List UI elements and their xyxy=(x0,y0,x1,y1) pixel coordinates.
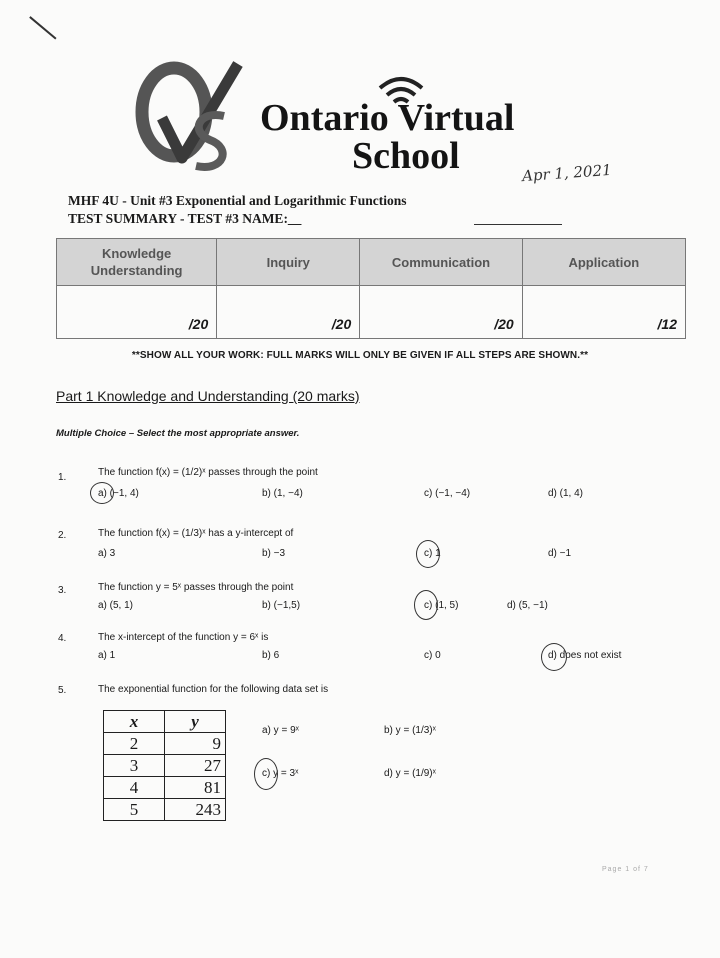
question-text: The exponential function for the following data set is xyxy=(98,684,329,695)
score-knowledge: /20 xyxy=(57,286,217,339)
option-c: c) 0 xyxy=(424,650,441,661)
option-a: a) 3 xyxy=(98,548,116,559)
test-summary-name: TEST SUMMARY - TEST #3 NAME:__ xyxy=(68,211,302,226)
question-text: The x-intercept of the function y = 6ˣ is xyxy=(98,632,269,643)
score-communication: /20 xyxy=(360,286,522,339)
question-number: 3. xyxy=(58,585,67,596)
answer-circle xyxy=(90,482,114,504)
option-d: d) does not exist xyxy=(548,650,622,661)
score-application: /12 xyxy=(522,286,685,339)
option-a: a) (5, 1) xyxy=(98,600,134,611)
option-a: a) y = 9ˣ xyxy=(262,725,299,736)
mc-instruction: Multiple Choice – Select the most appropriate answer. xyxy=(56,428,300,439)
question-number: 2. xyxy=(58,530,67,541)
cell-y: 243 xyxy=(165,799,226,821)
question-number: 4. xyxy=(58,633,67,644)
option-b: b) 6 xyxy=(262,650,280,661)
cell-x: 2 xyxy=(104,733,165,755)
part1-heading: Part 1 Knowledge and Understanding (20 marks) xyxy=(56,388,360,404)
cell-x: 4 xyxy=(104,777,165,799)
test-summary-table xyxy=(56,238,686,339)
option-c: c) (−1, −4) xyxy=(424,488,471,499)
option-a: a) 1 xyxy=(98,650,116,661)
answer-circle xyxy=(254,758,278,790)
cell-y: 81 xyxy=(165,777,226,799)
option-b: b) (−1,5) xyxy=(262,600,301,611)
header-communication: Communication xyxy=(360,239,522,286)
option-d: d) y = (1/9)ˣ xyxy=(384,768,436,779)
answer-circle xyxy=(416,540,440,568)
option-d: d) (1, 4) xyxy=(548,488,584,499)
handwritten-date: Apr 1, 2021 xyxy=(521,160,613,186)
option-d: d) (5, −1) xyxy=(507,600,548,611)
question-text: The function y = 5ˣ passes through the point xyxy=(98,582,294,593)
school-name-line2: School xyxy=(352,135,460,177)
ovs-logo-icon xyxy=(128,58,248,176)
data-set-table xyxy=(103,710,226,821)
option-b: b) −3 xyxy=(262,548,286,559)
question-text: The function f(x) = (1/2)ˣ passes through the point xyxy=(98,467,318,478)
page-number: Page 1 of 7 xyxy=(602,866,649,873)
header-knowledge: Knowledge Understanding xyxy=(57,239,217,286)
course-title: MHF 4U - Unit #3 Exponential and Logarithmic Functions xyxy=(68,193,407,208)
option-a: a) (−1, 4) xyxy=(98,488,139,499)
option-b: b) y = (1/3)ˣ xyxy=(384,725,436,736)
question-text: The function f(x) = (1/3)ˣ has a y-intercept of xyxy=(98,528,294,539)
pen-mark xyxy=(30,16,57,39)
show-work-instruction: **SHOW ALL YOUR WORK: FULL MARKS WILL ONLY BE GIVEN IF ALL STEPS ARE SHOWN.** xyxy=(131,350,589,361)
question-number: 5. xyxy=(58,685,67,696)
header-inquiry: Inquiry xyxy=(217,239,360,286)
school-name-line1: Ontario Virtual xyxy=(260,97,515,139)
column-header-y: y xyxy=(165,711,226,733)
name-blank-line xyxy=(474,224,562,225)
option-c: c) (1, 5) xyxy=(424,600,459,611)
cell-x: 3 xyxy=(104,755,165,777)
column-header-x: x xyxy=(104,711,165,733)
option-c: c) 1 xyxy=(424,548,441,559)
score-inquiry: /20 xyxy=(217,286,360,339)
header-application: Application xyxy=(522,239,685,286)
cell-y: 9 xyxy=(165,733,226,755)
option-d: d) −1 xyxy=(548,548,572,559)
cell-y: 27 xyxy=(165,755,226,777)
answer-circle xyxy=(541,643,567,671)
cell-x: 5 xyxy=(104,799,165,821)
option-b: b) (1, −4) xyxy=(262,488,303,499)
question-number: 1. xyxy=(58,472,67,483)
answer-circle xyxy=(414,590,438,620)
option-c: c) y = 3ˣ xyxy=(262,768,299,779)
